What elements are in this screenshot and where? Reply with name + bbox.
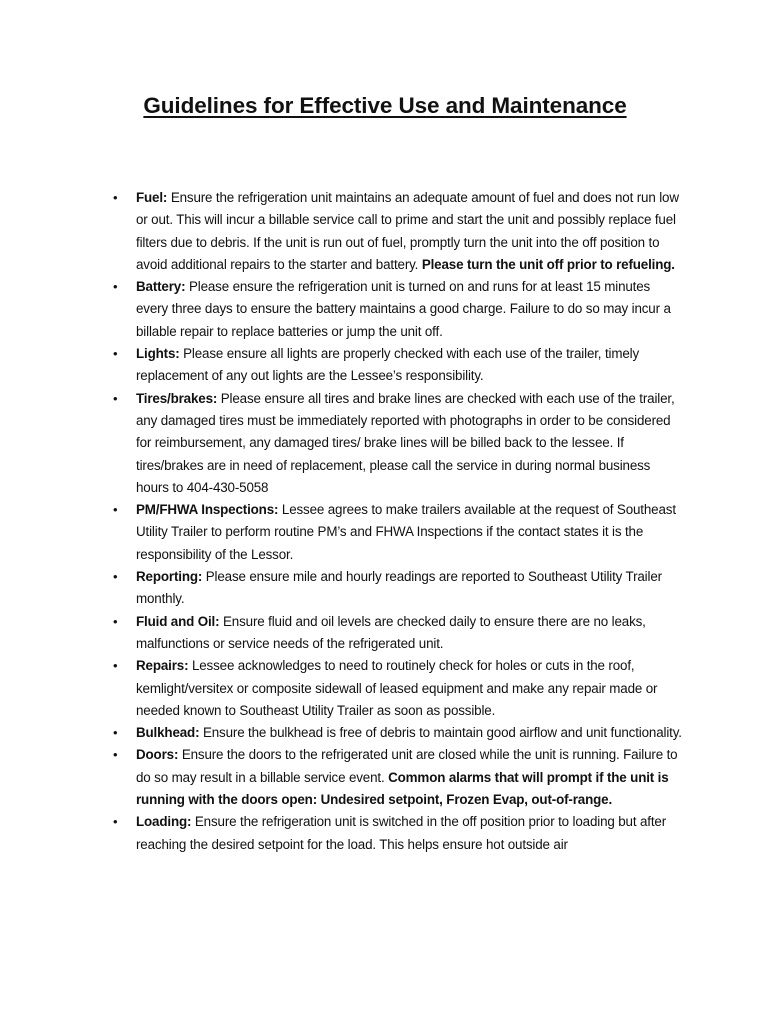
list-item-lights	[113, 343, 684, 388]
item-term: Fuel:	[136, 190, 168, 205]
item-text: Please ensure all tires and brake lines are checked with each use of the trailer, any damaged tires must be immediately reported with photographs in order to be considered for reimbursement, any damaged tires/ brake lines will be billed back to the lessee. If tires/brakes are in need of replacement, please call the service in during normal business hours to 404-430-5058	[136, 390, 675, 495]
bullet-icon: •	[113, 725, 118, 741]
item-term: Repairs:	[136, 658, 189, 674]
item-term: Reporting:	[136, 569, 203, 585]
list-item-battery	[113, 276, 684, 343]
item-text: Please ensure mile and hourly readings are reported to Southeast Utility Trailer monthly.	[136, 569, 662, 607]
item-term: Tires/brakes:	[136, 390, 218, 406]
bullet-icon: •	[113, 613, 118, 629]
item-term: Fluid and Oil:	[136, 613, 220, 629]
list-item-reporting	[113, 566, 684, 611]
item-text: Lessee agrees to make trailers available at the request of Southeast Utility Trailer to perform routine PM’s and FHWA Inspections if the contact states it is the responsibility of the Lessor.	[136, 502, 676, 562]
item-term: Lights:	[136, 346, 180, 362]
item-text: Ensure the refrigeration unit is switched in the off position prior to loading but after reaching the desired setpoint for the load. This helps ensure hot outside air	[136, 814, 667, 852]
bullet-icon: •	[113, 814, 118, 830]
bullet-icon: •	[113, 658, 118, 674]
bullet-icon: •	[113, 747, 118, 763]
list-item-fuel	[113, 187, 684, 276]
guidelines-list	[113, 187, 684, 856]
item-emphasis: Please turn the unit off prior to refueling.	[421, 256, 675, 272]
item-text: Lessee acknowledges to need to routinely check for holes or cuts in the roof, kemlight/versitex or composite sidewall of leased equipment and make any repair made or needed known to Southeast Utility Trailer as soon as possible.	[136, 658, 658, 718]
bullet-icon: •	[113, 190, 118, 205]
list-item-fluid-oil	[113, 611, 684, 656]
list-item-inspections	[113, 499, 684, 566]
bullet-icon: •	[113, 346, 118, 362]
item-term: PM/FHWA Inspections:	[136, 502, 279, 518]
list-item-tires-brakes	[113, 388, 684, 499]
item-emphasis: Common alarms that will prompt if the unit is running with the doors open: Undesired setpoint, Frozen Evap, out-of-range.	[136, 769, 669, 808]
item-text: Ensure the doors to the refrigerated unit are closed while the unit is running. Failure to do so may result in a billable service event.	[136, 747, 678, 785]
item-text: Please ensure all lights are properly checked with each use of the trailer, timely replacement of any out lights are the Lessee’s responsibility.	[136, 346, 640, 384]
list-item-loading	[113, 811, 684, 856]
bullet-icon: •	[113, 279, 118, 295]
item-term: Bulkhead:	[136, 725, 200, 741]
item-text: Ensure the refrigeration unit maintains an adequate amount of fuel and does not run low or out. This will incur a billable service call to prime and start the unit and possibly replace fuel filters due to debris. If the unit is run out of fuel, promptly turn the unit into the off position to avoid additional repairs to the starter and battery.	[136, 190, 679, 272]
bullet-icon: •	[113, 390, 118, 406]
page-title: Guidelines for Effective Use and Maintenance	[143, 93, 627, 118]
item-text: Ensure the bulkhead is free of debris to maintain good airflow and unit functionality.	[199, 725, 682, 741]
item-text: Ensure fluid and oil levels are checked daily to ensure there are no leaks, malfunctions or service needs of the refrigerated unit.	[136, 613, 646, 651]
bullet-icon: •	[113, 569, 118, 585]
item-term: Loading:	[136, 814, 192, 830]
item-term: Doors:	[136, 747, 179, 763]
list-item-repairs	[113, 655, 684, 722]
list-item-doors	[113, 744, 684, 811]
list-item-bulkhead	[113, 722, 684, 744]
item-term: Battery:	[136, 279, 186, 295]
item-text: Please ensure the refrigeration unit is turned on and runs for at least 15 minutes every three days to ensure the battery maintains a good charge. Failure to do so may incur a billable repair to replace batteries or jump the unit off.	[136, 279, 671, 339]
bullet-icon: •	[113, 502, 118, 518]
